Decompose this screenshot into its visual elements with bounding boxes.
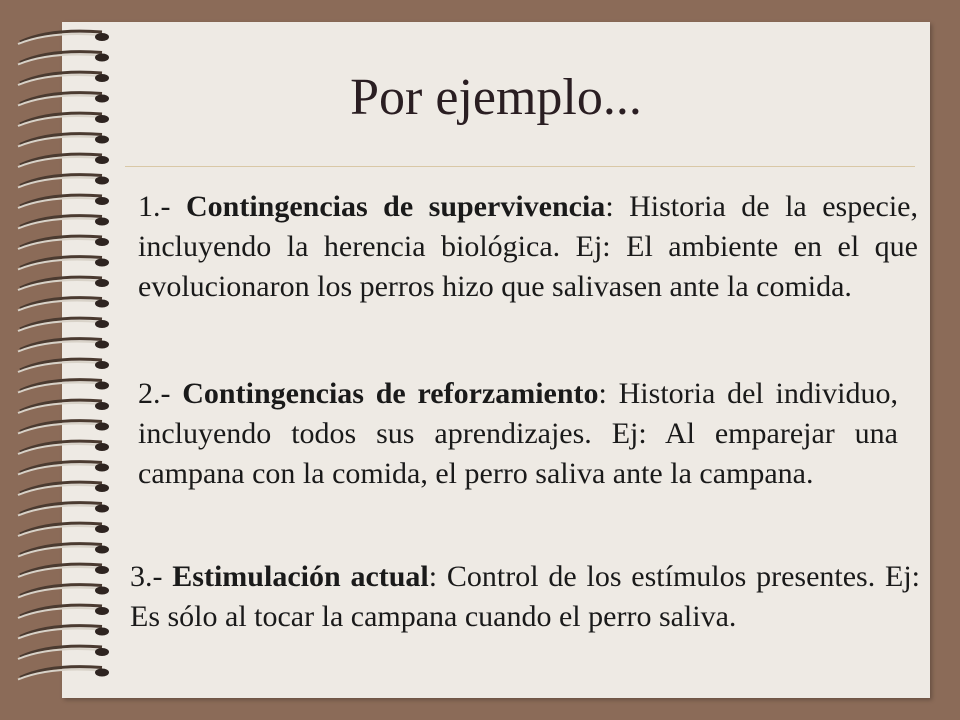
binding-ring bbox=[18, 646, 109, 659]
binding-ring bbox=[18, 134, 109, 147]
item-term: Contingencias de reforzamiento bbox=[182, 377, 599, 410]
list-item bbox=[138, 374, 898, 494]
list-item bbox=[130, 557, 920, 637]
binding-ring bbox=[18, 544, 109, 557]
item-term: Estimulación actual bbox=[172, 560, 429, 593]
binding-ring bbox=[18, 503, 109, 516]
slide-title: Por ejemplo... bbox=[350, 69, 642, 126]
binding-ring bbox=[18, 277, 109, 290]
binding-ring bbox=[18, 667, 109, 680]
binding-ring bbox=[18, 523, 109, 536]
binding-ring bbox=[18, 359, 109, 372]
list-item bbox=[138, 187, 918, 307]
binding-ring bbox=[18, 585, 109, 598]
binding-ring bbox=[18, 462, 109, 475]
binding-ring bbox=[18, 257, 109, 270]
item-number: 3.- bbox=[130, 560, 173, 593]
binding-ring bbox=[18, 236, 109, 249]
item-text: : Historia del individuo, incluyendo todos sus aprendizajes. Ej: Al emparejar una campana con la comida, el perro saliva ante la campana. bbox=[138, 377, 898, 490]
binding-ring bbox=[18, 564, 109, 577]
item-text: : Control de los estímulos presentes. Ej: Es sólo al tocar la campana cuando el perro saliva. bbox=[130, 560, 921, 633]
binding-ring bbox=[18, 421, 109, 434]
binding-ring bbox=[18, 380, 109, 393]
binding-ring bbox=[18, 154, 109, 167]
binding-ring bbox=[18, 31, 109, 44]
item-term: Contingencias de supervivencia bbox=[185, 190, 606, 223]
binding-ring bbox=[18, 52, 109, 65]
binding-ring bbox=[18, 298, 109, 311]
binding-ring bbox=[18, 441, 109, 454]
item-number: 2.- bbox=[138, 377, 183, 410]
binding-ring bbox=[18, 400, 109, 413]
item-number: 1.- bbox=[138, 190, 186, 223]
title-divider bbox=[125, 166, 915, 167]
binding-ring bbox=[18, 482, 109, 495]
binding-ring bbox=[18, 175, 109, 188]
binding-ring bbox=[18, 626, 109, 639]
binding-ring bbox=[18, 339, 109, 352]
binding-ring bbox=[18, 195, 109, 208]
binding-ring bbox=[18, 318, 109, 331]
binding-ring bbox=[18, 605, 109, 618]
binding-ring bbox=[18, 216, 109, 229]
item-text: : Historia de la especie, incluyendo la herencia biológica. Ej: El ambiente en el que evolucionaron los perros hizo que salivasen ante la comida. bbox=[138, 190, 918, 303]
